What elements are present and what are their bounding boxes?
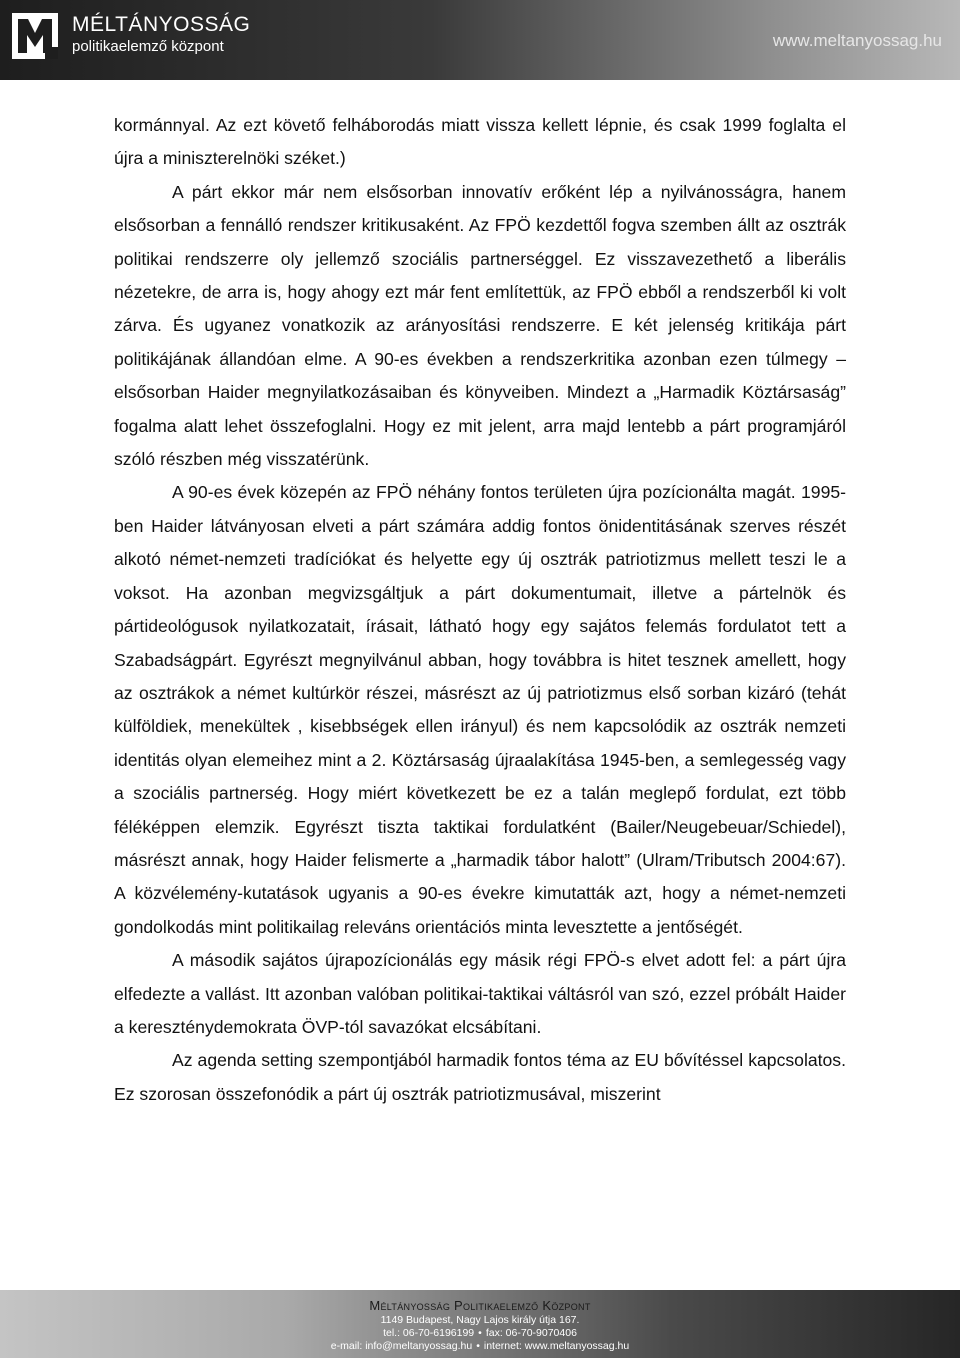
meltanyossag-logo-icon	[12, 13, 58, 59]
brand-title: MÉLTÁNYOSSÁG	[72, 13, 251, 36]
footer-phone-fax	[300, 1327, 660, 1340]
page-footer	[0, 1290, 960, 1358]
footer-address: 1149 Budapest, Nagy Lajos király útja 167.	[380, 1314, 580, 1326]
paragraph: A 90-es évek közepén az FPÖ néhány fontos területen újra pozícionálta magát. 1995-ben Haider látványosan elveti a párt számára addig fontos önidentitásának szerves részét alkotó német-nemzeti tradíciókat és helyette egy új osztrák patriotizmus mellett teszi le a voksot. Ha azonban megvizsgáltjuk a párt dokumentumait, illetve a pártelnök és pártideológusok nyilatkozatait, írásait, látható hogy egy sajátos felemás fordulatot tett a Szabadságpárt. Egyrészt megnyilvánul abban, hogy továbbra is hitet tesznek amellett, hogy az osztrákok a német kultúrkör részei, másrészt az új patriotizmus első sorban kizáró (tehát külföldiek, menekültek , kisebbségek ellen irányul) és nem kapcsolódik az osztrák nemzeti identitás olyan elemeihez mint a 2. Köztársaság újraalakítása 1945-ben, a semlegesség vagy a szociális partnerség. Hogy miért következett be ez a talán meglepő fordulat, ezt több féléképpen elemzik. Egyrészt tiszta taktikai fordulatként (Bailer/Neugebeuar/Schiedel), másrészt annak, hogy Haider felismerte a „harmadik tábor halott” (Ulram/Tributsch 2004:67). A közvélemény-kutatások ugyanis a 90-es évekre kimutatták azt, hogy a német-nemzeti gondolkodás mint politikailag releváns orientációs minta levesztette a jentőségét.	[114, 482, 846, 937]
footer-contact	[300, 1298, 660, 1353]
footer-phone: tel.: 06-70-6196199	[383, 1327, 475, 1339]
footer-separator: •	[478, 1327, 482, 1339]
document-body	[114, 109, 846, 1111]
paragraph: Az agenda setting szempontjából harmadik fontos téma az EU bővítéssel kapcsolatos. Ez szorosan összefonódik a párt új osztrák patriotizmusával, miszerint	[114, 1050, 846, 1104]
paragraph: A párt ekkor már nem elsősorban innovatív erőként lép a nyilvánosságra, hanem elsősorban a fennálló rendszer kritikusaként. Az FPÖ kezdettől fogva szemben állt az osztrák politikai rendszerre oly jellemző szociális partnerséggel. Ez visszavezethető a liberális nézetekre, de arra is, hogy ahogy ezt már fent említettük, az FPÖ ebből a rendszerből ki volt zárva. És ugyanez vonatkozik az arányosítási rendszerre. E két jelenség kritikája párt politikájának állandóan elme. A 90-es években a rendszerkritika azonban ezen túlmegy – elsősorban Haider megnyilatkozásaiban és könyveiben. Mindezt a „Harmadik Köztársaság” fogalma alatt lehet összefoglalni. Hogy ez mit jelent, arra majd lentebb a párt programjáról szóló részben még visszatérünk.	[114, 181, 846, 470]
site-url-link[interactable]: www.meltanyossag.hu	[772, 31, 942, 50]
brand-subtitle: politikaelemző központ	[72, 38, 224, 55]
footer-email-web	[300, 1340, 660, 1353]
footer-email-link[interactable]: e-mail: info@meltanyossag.hu	[330, 1340, 473, 1352]
paragraph: kormánnyal. Az ezt követő felháborodás miatt vissza kellett lépnie, és csak 1999 foglalta el újra a miniszterelnöki széket.)	[114, 115, 846, 169]
footer-org-name: Méltányosság Politikaelemző Központ	[369, 1298, 591, 1313]
footer-fax: fax: 06-70-9070406	[485, 1327, 577, 1339]
footer-separator: •	[476, 1340, 480, 1352]
footer-internet-link[interactable]: internet: www.meltanyossag.hu	[483, 1340, 630, 1352]
paragraph: A második sajátos újrapozícionálás egy másik régi FPÖ-s elvet adott fel: a párt újra elfedezte a vallást. Itt azonban valóban politikai-taktikai váltásról van szó, ezzel próbált Haider a kereszténydemokrata ÖVP-tól savazókat elcsábítani.	[114, 950, 846, 1037]
page-header	[0, 0, 960, 80]
